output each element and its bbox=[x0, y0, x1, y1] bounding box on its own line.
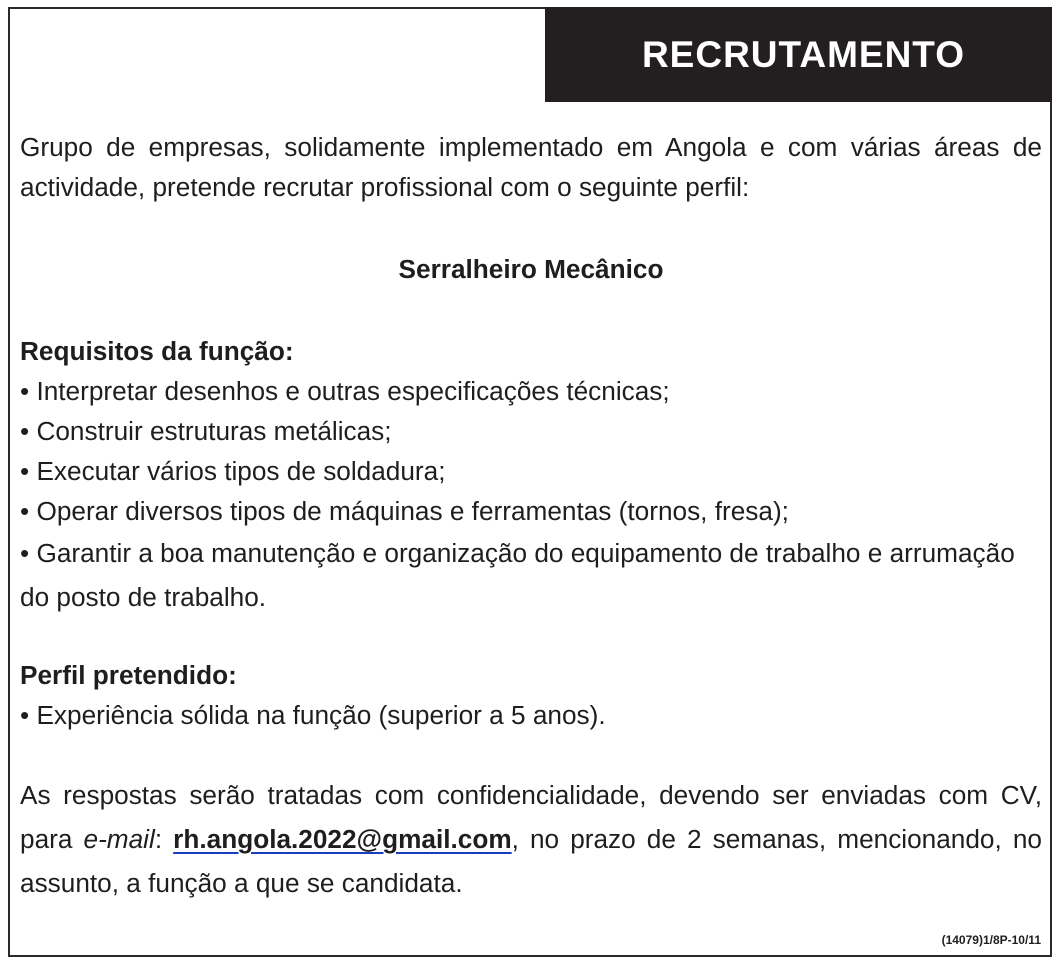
recruitment-banner bbox=[545, 7, 1052, 102]
email-link[interactable]: rh.angola.2022@gmail.com bbox=[173, 824, 512, 854]
requirement-item: • Interpretar desenhos e outras especificações técnicas; bbox=[20, 376, 670, 406]
profile-heading: Perfil pretendido: bbox=[20, 660, 237, 690]
requirement-item: • Operar diversos tipos de máquinas e ferramentas (tornos, fresa); bbox=[20, 496, 789, 526]
requirement-item: • Garantir a boa manutenção e organização do equipamento de trabalho e arrumação do posto de trabalho. bbox=[20, 538, 1015, 612]
profile-list bbox=[20, 695, 1042, 735]
profile-item: • Experiência sólida na função (superior a 5 anos). bbox=[20, 700, 606, 730]
closing-paragraph bbox=[20, 773, 1042, 905]
requirement-item: • Executar vários tipos de soldadura; bbox=[20, 456, 446, 486]
closing-colon: : bbox=[154, 824, 174, 854]
intro-paragraph: Grupo de empresas, solidamente implementado em Angola e com várias áreas de actividade, pretende recrutar profissional com o seguinte perfil: bbox=[20, 132, 1042, 202]
banner-title: RECRUTAMENTO bbox=[641, 33, 966, 75]
ad-reference-code: (14079)1/8P-10/11 bbox=[941, 933, 1041, 947]
requirements-heading: Requisitos da função: bbox=[20, 336, 294, 366]
email-label: e-mail bbox=[83, 824, 155, 854]
requirements-list bbox=[20, 371, 1042, 619]
job-title: Serralheiro Mecânico bbox=[398, 254, 664, 284]
ad-content bbox=[20, 127, 1042, 905]
closing-text-end: , no prazo de 2 semanas, mencionando, no assunto, a função a que se candidata. bbox=[20, 824, 1042, 898]
closing-text-start: As respostas serão tratadas com confidencialidade, devendo ser enviadas com CV, para bbox=[20, 780, 1042, 854]
requirement-item: • Construir estruturas metálicas; bbox=[20, 416, 392, 446]
